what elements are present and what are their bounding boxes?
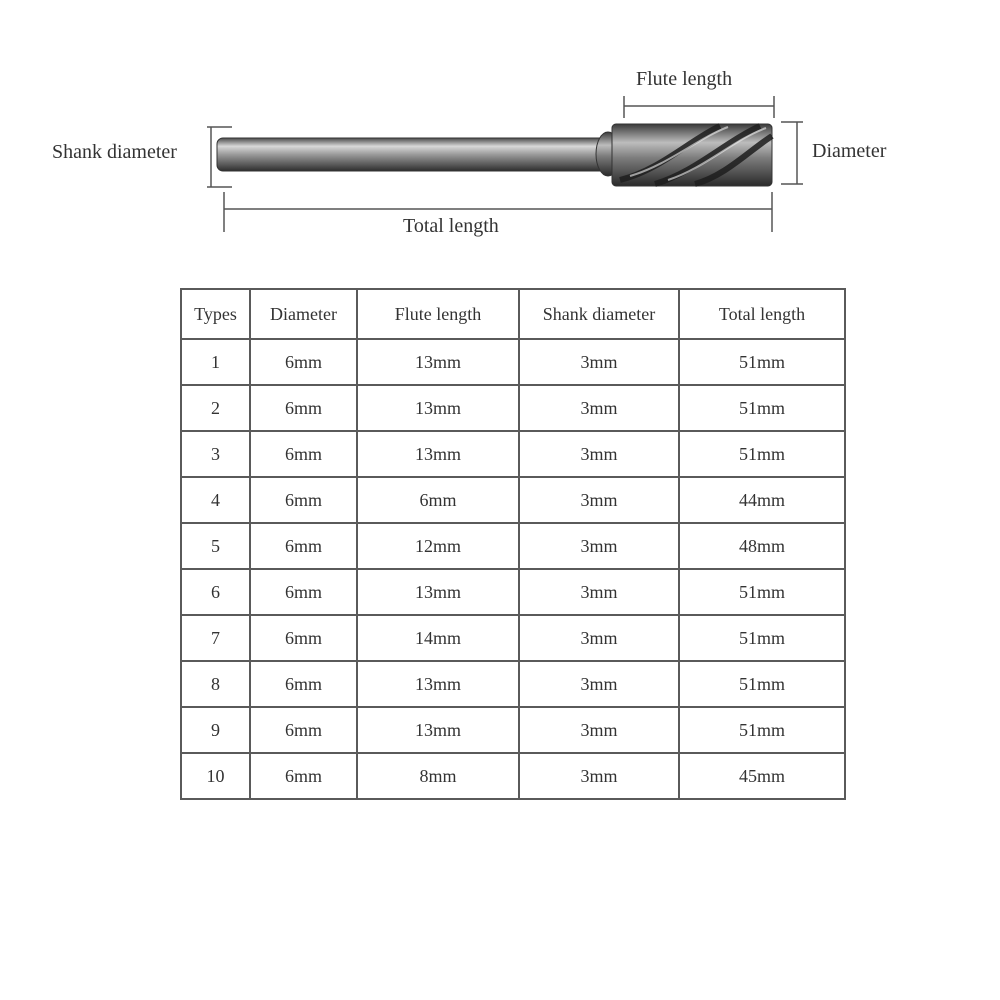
- table-row: [181, 339, 845, 385]
- cell-flute-length: 13mm: [357, 431, 519, 477]
- table-row: [181, 523, 845, 569]
- cell-diameter: 6mm: [250, 385, 357, 431]
- table-row: [181, 477, 845, 523]
- cell-type: 6: [181, 569, 250, 615]
- header-shank-diameter: Shank diameter: [519, 289, 679, 339]
- header-total-length: Total length: [679, 289, 845, 339]
- cell-total-length: 51mm: [679, 385, 845, 431]
- flute-length-label: Flute length: [636, 68, 733, 90]
- cell-flute-length: 13mm: [357, 385, 519, 431]
- cell-diameter: 6mm: [250, 523, 357, 569]
- table-row: [181, 385, 845, 431]
- cell-shank-diameter: 3mm: [519, 523, 679, 569]
- cell-total-length: 51mm: [679, 707, 845, 753]
- cell-shank-diameter: 3mm: [519, 385, 679, 431]
- cell-diameter: 6mm: [250, 477, 357, 523]
- table-row: [181, 661, 845, 707]
- table-row: [181, 431, 845, 477]
- cell-flute-length: 13mm: [357, 339, 519, 385]
- cell-type: 3: [181, 431, 250, 477]
- header-types: Types: [181, 289, 250, 339]
- cell-flute-length: 8mm: [357, 753, 519, 799]
- cell-shank-diameter: 3mm: [519, 477, 679, 523]
- table-row: [181, 615, 845, 661]
- cell-flute-length: 14mm: [357, 615, 519, 661]
- tool-dimension-diagram: [0, 0, 1000, 260]
- header-flute-length: Flute length: [357, 289, 519, 339]
- shank-diameter-label: Shank diameter: [52, 141, 177, 163]
- table-row: [181, 707, 845, 753]
- cell-flute-length: 13mm: [357, 569, 519, 615]
- cell-total-length: 51mm: [679, 615, 845, 661]
- table-header-row: [181, 289, 845, 339]
- cell-type: 4: [181, 477, 250, 523]
- cell-shank-diameter: 3mm: [519, 753, 679, 799]
- cell-diameter: 6mm: [250, 339, 357, 385]
- cell-total-length: 51mm: [679, 431, 845, 477]
- header-diameter: Diameter: [250, 289, 357, 339]
- cell-total-length: 45mm: [679, 753, 845, 799]
- cell-type: 10: [181, 753, 250, 799]
- cell-type: 5: [181, 523, 250, 569]
- burr-bit-icon: [0, 0, 1000, 260]
- cell-shank-diameter: 3mm: [519, 707, 679, 753]
- cell-type: 1: [181, 339, 250, 385]
- cell-type: 9: [181, 707, 250, 753]
- cell-diameter: 6mm: [250, 569, 357, 615]
- total-length-label: Total length: [403, 215, 499, 237]
- cell-flute-length: 13mm: [357, 707, 519, 753]
- cell-flute-length: 6mm: [357, 477, 519, 523]
- cell-type: 2: [181, 385, 250, 431]
- cell-type: 7: [181, 615, 250, 661]
- table-row: [181, 569, 845, 615]
- shank: [217, 138, 607, 171]
- spec-table: [180, 288, 846, 800]
- cell-shank-diameter: 3mm: [519, 615, 679, 661]
- cell-flute-length: 12mm: [357, 523, 519, 569]
- cell-total-length: 44mm: [679, 477, 845, 523]
- cell-diameter: 6mm: [250, 661, 357, 707]
- cell-flute-length: 13mm: [357, 661, 519, 707]
- cell-diameter: 6mm: [250, 431, 357, 477]
- cell-shank-diameter: 3mm: [519, 661, 679, 707]
- table-row: [181, 753, 845, 799]
- cell-type: 8: [181, 661, 250, 707]
- cell-diameter: 6mm: [250, 615, 357, 661]
- cell-total-length: 51mm: [679, 339, 845, 385]
- cell-diameter: 6mm: [250, 753, 357, 799]
- cell-total-length: 51mm: [679, 569, 845, 615]
- cell-shank-diameter: 3mm: [519, 339, 679, 385]
- cell-shank-diameter: 3mm: [519, 569, 679, 615]
- diameter-label: Diameter: [812, 140, 887, 162]
- cell-total-length: 48mm: [679, 523, 845, 569]
- cell-shank-diameter: 3mm: [519, 431, 679, 477]
- cell-diameter: 6mm: [250, 707, 357, 753]
- cell-total-length: 51mm: [679, 661, 845, 707]
